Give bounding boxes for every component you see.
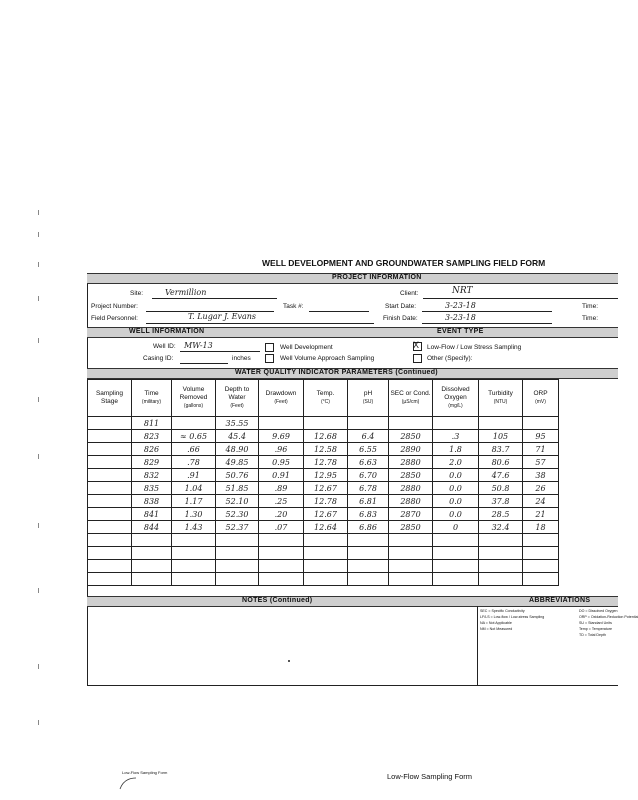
other-checkbox[interactable]	[413, 354, 422, 363]
cell-turbidity	[479, 417, 523, 430]
cell-drawdown: 0.95	[259, 456, 304, 469]
low-flow-checkbox[interactable]	[413, 342, 422, 351]
field-personnel-label: Field Personnel:	[91, 315, 138, 322]
notes-band	[87, 596, 618, 607]
cell-ph	[348, 560, 389, 573]
col-header-sampling-stage: Sampling Stage	[88, 380, 132, 417]
cell-orp	[523, 573, 559, 586]
cell-time: 832	[132, 469, 172, 482]
col-header-temp: Temp. (°C)	[304, 380, 348, 417]
water-quality-table	[87, 379, 559, 586]
cell-dissolved-oxygen	[433, 547, 479, 560]
cell-turbidity: 80.6	[479, 456, 523, 469]
cell-drawdown: 0.91	[259, 469, 304, 482]
cell-drawdown: .07	[259, 521, 304, 534]
cell-sampling-stage	[88, 469, 132, 482]
cell-volume-removed	[172, 560, 216, 573]
cell-drawdown	[259, 573, 304, 586]
cell-orp	[523, 547, 559, 560]
table-row	[88, 495, 559, 508]
cell-sampling-stage	[88, 547, 132, 560]
cell-sampling-stage	[88, 482, 132, 495]
cell-conductivity	[389, 534, 433, 547]
field-personnel-value: T. Lugar J. Evans	[188, 312, 257, 321]
water-quality-heading: WATER QUALITY INDICATOR PARAMETERS (Continued)	[235, 369, 438, 376]
cell-conductivity: 2880	[389, 482, 433, 495]
cell-dissolved-oxygen: 1.8	[433, 443, 479, 456]
col-header-drawdown: Drawdown (Feet)	[259, 380, 304, 417]
cell-depth-to-water: 35.55	[216, 417, 259, 430]
cell-time: 841	[132, 508, 172, 521]
abbreviations-list-left	[480, 608, 570, 632]
table-row	[88, 417, 559, 430]
notes-heading: NOTES (Continued)	[242, 597, 313, 604]
scan-mark	[38, 454, 39, 459]
cell-orp: 38	[523, 469, 559, 482]
cell-conductivity: 2850	[389, 469, 433, 482]
table-row	[88, 430, 559, 443]
scan-mark	[38, 210, 39, 215]
cell-turbidity: 50.8	[479, 482, 523, 495]
cell-conductivity: 2850	[389, 430, 433, 443]
well-development-checkbox[interactable]	[265, 343, 274, 352]
abbrev-item: NM = Not Measured	[480, 627, 513, 631]
cell-temp: 12.78	[304, 495, 348, 508]
table-row	[88, 469, 559, 482]
client-value: NRT	[452, 286, 473, 296]
cell-orp: 18	[523, 521, 559, 534]
col-header-orp: ORP (mV)	[523, 380, 559, 417]
cell-turbidity	[479, 560, 523, 573]
cell-drawdown	[259, 547, 304, 560]
cell-turbidity: 47.6	[479, 469, 523, 482]
cell-volume-removed: .91	[172, 469, 216, 482]
scan-speck	[288, 660, 290, 662]
col-header-depth-to-water: Depth to Water (Feet)	[216, 380, 259, 417]
scan-mark	[38, 720, 39, 725]
cell-temp	[304, 547, 348, 560]
table-row	[88, 573, 559, 586]
cell-volume-removed	[172, 534, 216, 547]
client-label: Client:	[400, 290, 419, 297]
cell-depth-to-water	[216, 560, 259, 573]
cell-conductivity: 2890	[389, 443, 433, 456]
cell-sampling-stage	[88, 573, 132, 586]
start-date-underline	[422, 311, 552, 312]
cell-ph: 6.63	[348, 456, 389, 469]
low-flow-label: Low-Flow / Low Stress Sampling	[427, 344, 522, 351]
cell-turbidity: 83.7	[479, 443, 523, 456]
cell-temp	[304, 560, 348, 573]
cell-volume-removed: 1.04	[172, 482, 216, 495]
cell-turbidity: 32.4	[479, 521, 523, 534]
cell-drawdown: .20	[259, 508, 304, 521]
cell-conductivity	[389, 573, 433, 586]
cell-drawdown	[259, 560, 304, 573]
finish-date-underline	[422, 323, 552, 324]
cell-drawdown: .96	[259, 443, 304, 456]
table-row	[88, 534, 559, 547]
scan-mark	[38, 296, 39, 301]
abbrev-item: DO = Dissolved Oxygen	[579, 609, 618, 613]
cell-ph: 6.81	[348, 495, 389, 508]
abbrev-item: SEC = Specific Conductivity	[480, 609, 525, 613]
scan-mark	[38, 262, 39, 267]
well-id-value: MW-13	[184, 341, 213, 350]
scan-mark	[38, 338, 39, 343]
cell-orp: 57	[523, 456, 559, 469]
cell-temp: 12.67	[304, 482, 348, 495]
cell-time: 844	[132, 521, 172, 534]
scan-mark	[38, 588, 39, 593]
project-info-heading: PROJECT INFORMATION	[332, 274, 422, 281]
well-volume-checkbox[interactable]	[265, 354, 274, 363]
time-label-2: Time:	[582, 315, 599, 322]
event-type-heading: EVENT TYPE	[437, 328, 484, 335]
form-title: WELL DEVELOPMENT AND GROUNDWATER SAMPLING FIELD FORM	[262, 258, 546, 268]
cell-time: 829	[132, 456, 172, 469]
project-number-label: Project Number:	[91, 303, 138, 310]
other-label: Other (Specify):	[427, 355, 473, 362]
cell-turbidity	[479, 534, 523, 547]
cell-volume-removed: .78	[172, 456, 216, 469]
cell-turbidity	[479, 547, 523, 560]
table-header-row	[88, 380, 559, 417]
abbrev-item: TD = Total Depth	[579, 633, 606, 637]
low-flow-check-mark: X	[413, 340, 420, 350]
cell-dissolved-oxygen: .3	[433, 430, 479, 443]
cell-ph: 6.70	[348, 469, 389, 482]
cell-dissolved-oxygen	[433, 417, 479, 430]
form-bottom-border	[87, 685, 618, 686]
cell-dissolved-oxygen: 0.0	[433, 508, 479, 521]
client-underline	[423, 298, 618, 299]
cell-volume-removed: .66	[172, 443, 216, 456]
cell-dissolved-oxygen	[433, 573, 479, 586]
time-label-1: Time:	[582, 303, 599, 310]
well-info-heading: WELL INFORMATION	[129, 328, 205, 335]
cell-dissolved-oxygen: 0.0	[433, 495, 479, 508]
cell-time: 835	[132, 482, 172, 495]
cell-dissolved-oxygen: 2.0	[433, 456, 479, 469]
cell-volume-removed: 1.43	[172, 521, 216, 534]
cell-depth-to-water	[216, 534, 259, 547]
cell-sampling-stage	[88, 456, 132, 469]
water-quality-band	[87, 368, 618, 379]
cell-time	[132, 560, 172, 573]
cell-conductivity: 2850	[389, 521, 433, 534]
col-header-ph: pH (SU)	[348, 380, 389, 417]
cell-time: 823	[132, 430, 172, 443]
cell-ph: 6.86	[348, 521, 389, 534]
cell-drawdown: 9.69	[259, 430, 304, 443]
cell-depth-to-water: 52.30	[216, 508, 259, 521]
cell-conductivity	[389, 560, 433, 573]
cell-dissolved-oxygen: 0.0	[433, 482, 479, 495]
table-row	[88, 508, 559, 521]
abbreviations-list-right	[579, 608, 638, 638]
abbrev-item: LF/LS = Low-flow / Low-stress Sampling	[480, 615, 545, 619]
scan-mark	[38, 397, 39, 402]
cell-sampling-stage	[88, 534, 132, 547]
table-row	[88, 443, 559, 456]
cell-ph: 6.78	[348, 482, 389, 495]
site-value: Vermillion	[165, 288, 207, 297]
table-row	[88, 482, 559, 495]
cell-sampling-stage	[88, 508, 132, 521]
casing-units: inches	[232, 355, 251, 362]
cell-turbidity	[479, 573, 523, 586]
notes-divider	[477, 606, 478, 685]
cell-volume-removed	[172, 417, 216, 430]
cell-ph	[348, 417, 389, 430]
task-underline	[309, 311, 369, 312]
cell-sampling-stage	[88, 443, 132, 456]
cell-temp: 12.95	[304, 469, 348, 482]
cell-orp: 71	[523, 443, 559, 456]
cell-sampling-stage	[88, 495, 132, 508]
well-id-underline	[180, 351, 260, 352]
cell-conductivity	[389, 417, 433, 430]
cell-drawdown	[259, 534, 304, 547]
abbrev-item: SU = Standard Units	[579, 621, 612, 625]
start-date-value: 3-23-18	[445, 301, 476, 310]
cell-depth-to-water: 50.76	[216, 469, 259, 482]
cell-orp	[523, 560, 559, 573]
cell-orp: 21	[523, 508, 559, 521]
cell-orp: 26	[523, 482, 559, 495]
abbrev-item: NA = Not Applicable	[480, 621, 512, 625]
cell-depth-to-water: 51.85	[216, 482, 259, 495]
cell-depth-to-water: 45.4	[216, 430, 259, 443]
cell-turbidity: 105	[479, 430, 523, 443]
start-date-label: Start Date:	[385, 303, 417, 310]
scan-mark	[38, 664, 39, 669]
scan-mark	[38, 232, 39, 237]
cell-temp	[304, 534, 348, 547]
cell-ph: 6.4	[348, 430, 389, 443]
cell-dissolved-oxygen: 0.0	[433, 469, 479, 482]
abbrev-item: Temp = Temperature	[579, 627, 612, 631]
cell-depth-to-water: 52.37	[216, 521, 259, 534]
cell-drawdown: .89	[259, 482, 304, 495]
cell-dissolved-oxygen: 0	[433, 521, 479, 534]
cell-ph: 6.55	[348, 443, 389, 456]
cell-conductivity: 2870	[389, 508, 433, 521]
table-row	[88, 547, 559, 560]
project-info-band	[87, 273, 618, 284]
footer-center: Low-Flow Sampling Form	[387, 772, 473, 781]
col-header-dissolved-oxygen: Dissolved Oxygen (mg/L)	[433, 380, 479, 417]
well-volume-label: Well Volume Approach Sampling	[280, 355, 375, 362]
cell-time: 826	[132, 443, 172, 456]
scan-mark	[38, 523, 39, 528]
table-row	[88, 456, 559, 469]
cell-volume-removed: 1.17	[172, 495, 216, 508]
cell-conductivity	[389, 547, 433, 560]
col-header-time: Time (military)	[132, 380, 172, 417]
cell-temp: 12.67	[304, 508, 348, 521]
finish-date-label: Finish Date:	[383, 315, 418, 322]
footer-curve-mark	[118, 776, 138, 790]
cell-time	[132, 534, 172, 547]
cell-temp	[304, 417, 348, 430]
cell-time: 838	[132, 495, 172, 508]
cell-time: 811	[132, 417, 172, 430]
abbreviations-heading: ABBREVIATIONS	[529, 597, 591, 604]
cell-orp: 24	[523, 495, 559, 508]
table-row	[88, 560, 559, 573]
well-id-label: Well ID:	[153, 343, 176, 350]
cell-orp	[523, 417, 559, 430]
cell-sampling-stage	[88, 417, 132, 430]
cell-depth-to-water: 49.85	[216, 456, 259, 469]
cell-volume-removed	[172, 547, 216, 560]
cell-depth-to-water: 48.90	[216, 443, 259, 456]
col-header-turbidity: Turbidity (NTU)	[479, 380, 523, 417]
footer-left: Low-Flow Sampling Form	[122, 770, 168, 775]
cell-turbidity: 37.8	[479, 495, 523, 508]
cell-turbidity: 28.5	[479, 508, 523, 521]
casing-id-underline	[180, 363, 228, 364]
cell-volume-removed: ≈ 0.65	[172, 430, 216, 443]
cell-temp: 12.78	[304, 456, 348, 469]
cell-time	[132, 547, 172, 560]
site-underline	[152, 298, 277, 299]
finish-date-value: 3-23-18	[445, 313, 476, 322]
cell-ph	[348, 534, 389, 547]
field-personnel-underline	[146, 323, 374, 324]
cell-sampling-stage	[88, 560, 132, 573]
cell-ph	[348, 547, 389, 560]
cell-temp	[304, 573, 348, 586]
cell-depth-to-water	[216, 547, 259, 560]
site-label: Site:	[130, 290, 144, 297]
cell-conductivity: 2880	[389, 456, 433, 469]
cell-temp: 12.64	[304, 521, 348, 534]
table-row	[88, 521, 559, 534]
cell-orp: 95	[523, 430, 559, 443]
cell-sampling-stage	[88, 521, 132, 534]
cell-conductivity: 2880	[389, 495, 433, 508]
cell-orp	[523, 534, 559, 547]
cell-dissolved-oxygen	[433, 534, 479, 547]
cell-sampling-stage	[88, 430, 132, 443]
col-header-volume-removed: Volume Removed (gallons)	[172, 380, 216, 417]
well-event-band	[87, 327, 618, 338]
task-label: Task #:	[283, 303, 304, 310]
cell-volume-removed	[172, 573, 216, 586]
cell-drawdown	[259, 417, 304, 430]
cell-temp: 12.68	[304, 430, 348, 443]
col-header-conductivity: SEC or Cond. (µS/cm)	[389, 380, 433, 417]
cell-ph: 6.83	[348, 508, 389, 521]
casing-id-label: Casing ID:	[143, 355, 174, 362]
cell-dissolved-oxygen	[433, 560, 479, 573]
well-development-label: Well Development	[280, 344, 333, 351]
abbrev-item: ORP = Oxidation-Reduction Potential	[579, 615, 638, 619]
cell-temp: 12.58	[304, 443, 348, 456]
cell-ph	[348, 573, 389, 586]
cell-depth-to-water: 52.10	[216, 495, 259, 508]
cell-drawdown: .25	[259, 495, 304, 508]
cell-volume-removed: 1.30	[172, 508, 216, 521]
cell-depth-to-water	[216, 573, 259, 586]
cell-time	[132, 573, 172, 586]
